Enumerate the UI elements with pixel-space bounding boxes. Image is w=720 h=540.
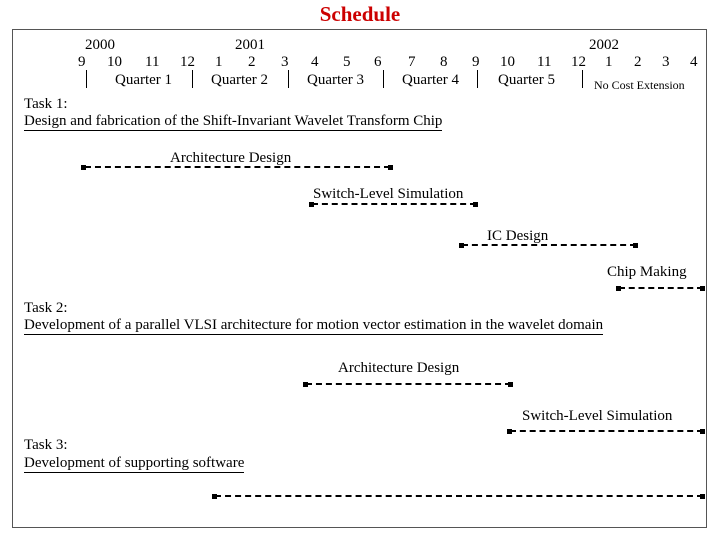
bar-start-marker bbox=[616, 286, 621, 291]
year-2001: 2001 bbox=[235, 37, 265, 53]
bar-end-marker bbox=[633, 243, 638, 248]
task-1-switch-level-simulation-bar bbox=[312, 203, 476, 205]
bar-start-marker bbox=[212, 494, 217, 499]
task-2-switch-level-simulation-bar bbox=[510, 430, 703, 432]
quarter-separator bbox=[86, 70, 87, 88]
month-label: 12 bbox=[180, 54, 195, 70]
year-2000: 2000 bbox=[85, 37, 115, 53]
task-1-description: Design and fabrication of the Shift-Invariant Wavelet Transform Chip bbox=[24, 113, 443, 129]
schedule-frame bbox=[12, 29, 707, 528]
task-2-description: Development of a parallel VLSI architecture for motion vector estimation in the wavelet domain bbox=[24, 317, 604, 333]
bar-end-marker bbox=[700, 286, 705, 291]
month-label: 5 bbox=[343, 54, 351, 70]
month-label: 6 bbox=[374, 54, 382, 70]
month-label: 1 bbox=[215, 54, 223, 70]
year-2002: 2002 bbox=[589, 37, 619, 53]
bar-start-marker bbox=[459, 243, 464, 248]
task-2-architecture-design-label: Architecture Design bbox=[338, 360, 460, 376]
bar-end-marker bbox=[508, 382, 513, 387]
month-label: 3 bbox=[662, 54, 670, 70]
month-label: 2 bbox=[634, 54, 642, 70]
task-1-architecture-design-bar bbox=[85, 166, 390, 168]
bar-start-marker bbox=[309, 202, 314, 207]
task-1-number: Task 1: bbox=[24, 96, 68, 112]
schedule-title: Schedule bbox=[319, 2, 401, 26]
month-label: 11 bbox=[537, 54, 552, 70]
task-2-architecture-design-bar bbox=[306, 383, 511, 385]
month-label: 1 bbox=[605, 54, 613, 70]
task-1-switch-level-simulation-label: Switch-Level Simulation bbox=[313, 186, 464, 202]
task-1-chip-making-bar bbox=[619, 287, 703, 289]
month-label: 12 bbox=[571, 54, 586, 70]
quarter-label: Quarter 4 bbox=[402, 72, 460, 88]
quarter-separator bbox=[477, 70, 478, 88]
task-1-architecture-design-label: Architecture Design bbox=[170, 150, 292, 166]
task-2-switch-level-simulation-label: Switch-Level Simulation bbox=[522, 408, 673, 424]
bar-end-marker bbox=[388, 165, 393, 170]
quarter-separator bbox=[288, 70, 289, 88]
month-label: 11 bbox=[145, 54, 160, 70]
no-cost-extension-label: No Cost Extension bbox=[594, 78, 685, 92]
bar-end-marker bbox=[700, 429, 705, 434]
quarter-label: Quarter 2 bbox=[211, 72, 269, 88]
month-label: 10 bbox=[500, 54, 515, 70]
task-1-ic-design-label: IC Design bbox=[487, 228, 549, 244]
bar-start-marker bbox=[81, 165, 86, 170]
task-1-chip-making-label: Chip Making bbox=[607, 264, 687, 280]
bar-start-marker bbox=[507, 429, 512, 434]
task-3-description: Development of supporting software bbox=[24, 455, 245, 471]
month-label: 3 bbox=[281, 54, 289, 70]
quarter-separator bbox=[192, 70, 193, 88]
task-2-number: Task 2: bbox=[24, 300, 68, 316]
quarter-label: Quarter 3 bbox=[307, 72, 365, 88]
quarter-label: Quarter 1 bbox=[115, 72, 173, 88]
bar-end-marker bbox=[473, 202, 478, 207]
month-label: 4 bbox=[311, 54, 319, 70]
month-label: 7 bbox=[408, 54, 416, 70]
month-label: 4 bbox=[690, 54, 698, 70]
month-label: 9 bbox=[78, 54, 86, 70]
quarter-separator bbox=[383, 70, 384, 88]
month-label: 10 bbox=[107, 54, 122, 70]
bar-end-marker bbox=[700, 494, 705, 499]
task-3-software-bar bbox=[215, 495, 703, 497]
bar-start-marker bbox=[303, 382, 308, 387]
month-label: 2 bbox=[248, 54, 256, 70]
task-1-ic-design-bar bbox=[462, 244, 636, 246]
month-label: 9 bbox=[472, 54, 480, 70]
quarter-separator bbox=[582, 70, 583, 88]
month-label: 8 bbox=[440, 54, 448, 70]
quarter-label: Quarter 5 bbox=[498, 72, 556, 88]
task-3-number: Task 3: bbox=[24, 437, 68, 453]
